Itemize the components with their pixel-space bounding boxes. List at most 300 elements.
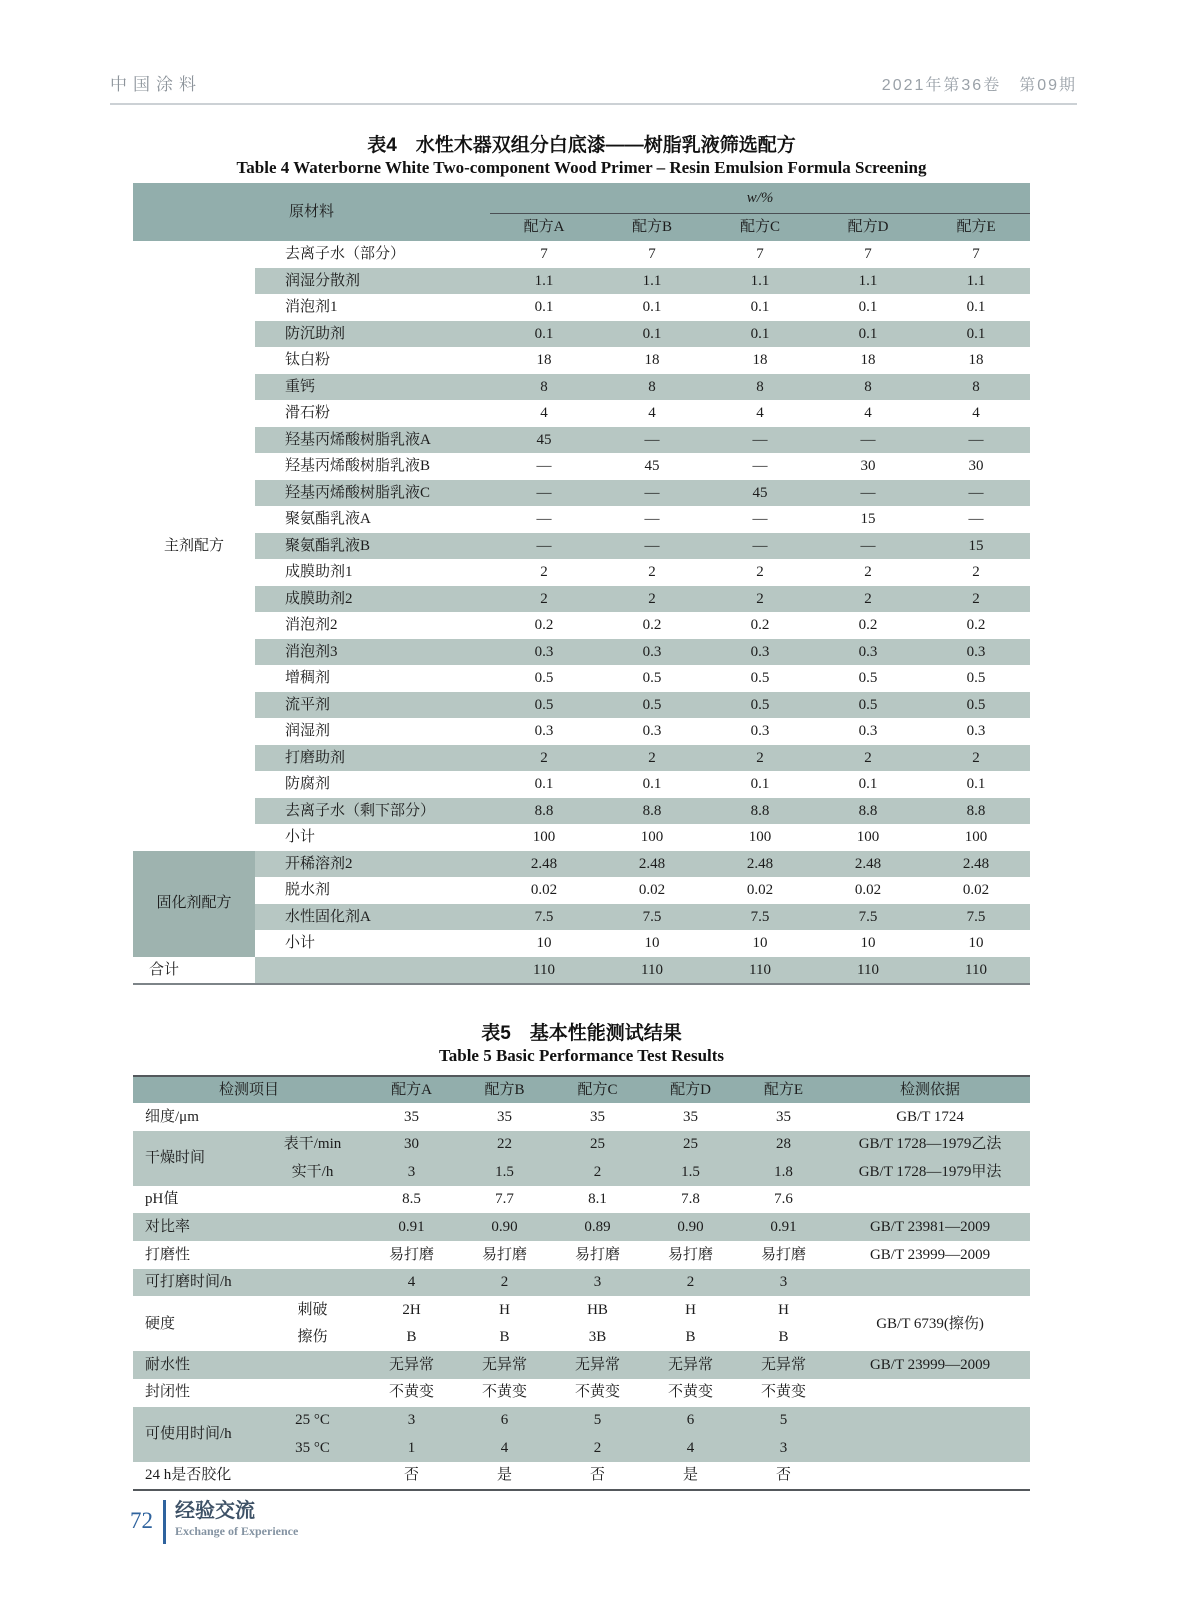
- table-cell: —: [706, 533, 814, 560]
- table5-title-zh: 表5 基本性能测试结果: [481, 1023, 682, 1044]
- table-cell: 0.3: [534, 723, 554, 739]
- table-cell: —: [752, 458, 768, 474]
- table-cell: 0.3: [750, 723, 770, 739]
- table-cell: [255, 957, 490, 985]
- table-cell: 2: [814, 745, 922, 772]
- table-cell: 增稠剂: [285, 670, 331, 686]
- table-cell: GB/T 1728—1979甲法: [830, 1158, 1030, 1186]
- table-cell: 0.5: [598, 692, 706, 719]
- table-cell: 0.89: [551, 1213, 644, 1241]
- table-row: [133, 1241, 1030, 1269]
- table-cell: —: [814, 533, 922, 560]
- table-cell: 45: [490, 427, 598, 454]
- table-cell: 2.48: [490, 851, 598, 878]
- table-cell: 3: [737, 1269, 830, 1297]
- table-cell: 2: [540, 564, 548, 580]
- table-cell: 聚氨酯乳液B: [255, 533, 490, 560]
- table-cell: 8.8: [706, 798, 814, 825]
- table-cell: 2: [458, 1269, 551, 1297]
- table-row: [133, 930, 1030, 957]
- table-cell: 15: [922, 533, 1030, 560]
- table-cell: 25 °C: [260, 1407, 365, 1435]
- table-cell: 110: [922, 957, 1030, 985]
- table-cell: 羟基丙烯酸树脂乳液A: [255, 427, 490, 454]
- table-cell: 钛白粉: [285, 352, 331, 368]
- table-cell: 成膜助剂1: [285, 564, 353, 580]
- table-cell: 2: [922, 586, 1030, 613]
- table4-title-zh-block: [133, 130, 1030, 157]
- table-cell: 0.91: [365, 1213, 458, 1241]
- table-cell: 45: [644, 458, 660, 474]
- table-cell: 检测依据: [830, 1076, 1030, 1103]
- table-cell: 消泡剂3: [255, 639, 490, 666]
- table-cell: 110: [706, 957, 814, 985]
- table-cell: 4: [365, 1269, 458, 1297]
- table-cell: H: [778, 1301, 789, 1318]
- table-cell: 0.5: [490, 692, 598, 719]
- table-cell: 配方B: [598, 214, 706, 242]
- table-cell: 检测项目: [133, 1076, 365, 1103]
- table-cell: 是: [497, 1467, 513, 1484]
- table-row: [133, 1186, 1030, 1214]
- table-cell: 7.5: [706, 904, 814, 931]
- table-cell: 配方E: [922, 214, 1030, 242]
- table-cell: 110: [598, 957, 706, 985]
- table-cell: 可使用时间/h: [133, 1407, 260, 1462]
- table-cell: 2.48: [706, 851, 814, 878]
- table-row: [133, 321, 1030, 348]
- table-row: [133, 639, 1030, 666]
- table-cell: 1.5: [458, 1158, 551, 1186]
- table-cell: H: [685, 1301, 696, 1318]
- table-cell: 3: [365, 1407, 458, 1435]
- table-cell: 0.2: [750, 617, 770, 633]
- table-cell: 2: [756, 564, 764, 580]
- table-cell: 否: [590, 1467, 606, 1484]
- table-cell: 无异常: [551, 1351, 644, 1379]
- table-cell: HB: [587, 1301, 608, 1318]
- table-cell: 0.1: [750, 776, 770, 792]
- table-cell: —: [644, 511, 660, 527]
- table-cell: 易打磨: [761, 1246, 807, 1263]
- table-row: [133, 1462, 1030, 1491]
- table-row: [133, 771, 1030, 798]
- table-cell: 100: [748, 829, 772, 845]
- table-cell: 0.1: [534, 299, 554, 315]
- table-cell: 1.1: [706, 268, 814, 295]
- table-cell: 4: [644, 1434, 737, 1462]
- table-cell: 45: [706, 480, 814, 507]
- table5-performance-table: [133, 1075, 1030, 1491]
- table-cell: 重钙: [255, 374, 490, 401]
- table-cell: 3: [365, 1158, 458, 1186]
- table-cell: 0.3: [706, 639, 814, 666]
- footer-divider-bar: [163, 1500, 166, 1544]
- table-cell: —: [922, 427, 1030, 454]
- table-cell: 10: [644, 935, 660, 951]
- table-cell: 配方D: [644, 1076, 737, 1103]
- table-cell: 15: [860, 511, 876, 527]
- table-cell: H: [499, 1301, 510, 1318]
- table-cell: 硬度: [145, 1315, 176, 1332]
- table-cell: 2: [648, 564, 656, 580]
- table-cell: 0.1: [642, 299, 662, 315]
- table-cell: 0.1: [750, 299, 770, 315]
- table-cell: 否: [404, 1467, 420, 1484]
- table4-title-zh: 表4 水性木器双组分白底漆——树脂乳液筛选配方: [367, 135, 796, 156]
- table-row: [133, 1351, 1030, 1379]
- table-cell: 25: [644, 1131, 737, 1159]
- table-cell: 无异常: [737, 1351, 830, 1379]
- table-cell: 100: [856, 829, 880, 845]
- table-cell: 可打磨时间/h: [133, 1269, 365, 1297]
- table-cell: 8.8: [490, 798, 598, 825]
- table-cell: 0.1: [642, 776, 662, 792]
- table-cell: 8.8: [814, 798, 922, 825]
- table-cell: 2: [490, 586, 598, 613]
- table-cell: 1.1: [814, 268, 922, 295]
- table-cell: 4: [972, 405, 980, 421]
- table-cell: 0.3: [598, 639, 706, 666]
- table-cell: 3: [551, 1269, 644, 1297]
- table-row: [133, 453, 1030, 480]
- table-row: [133, 745, 1030, 772]
- table-cell: 聚氨酯乳液A: [285, 511, 371, 527]
- table-row: [133, 877, 1030, 904]
- table-cell: 4: [458, 1434, 551, 1462]
- table-cell: 去离子水（剩下部分）: [255, 798, 490, 825]
- table-cell: 110: [490, 957, 598, 985]
- table-cell: 耐水性: [133, 1351, 365, 1379]
- table-cell: 配方A: [490, 214, 598, 242]
- table-cell: 7.7: [495, 1191, 514, 1208]
- table-cell: 7.5: [814, 904, 922, 931]
- table-cell: 配方C: [551, 1076, 644, 1103]
- table-row: [133, 665, 1030, 692]
- table-row: [133, 1076, 1030, 1103]
- table-cell: 2.48: [598, 851, 706, 878]
- table-cell: 35: [497, 1108, 513, 1125]
- table-row: [133, 904, 1030, 931]
- table-cell: 2.48: [922, 851, 1030, 878]
- table-cell: 8: [706, 374, 814, 401]
- table-cell: —: [752, 511, 768, 527]
- table-cell: 打磨助剂: [255, 745, 490, 772]
- table-cell: 100: [532, 829, 556, 845]
- table-cell: 无异常: [458, 1351, 551, 1379]
- table-cell: 22: [458, 1131, 551, 1159]
- table-cell: 0.5: [642, 670, 662, 686]
- table-row: [133, 851, 1030, 878]
- table-cell: [830, 1462, 1030, 1491]
- table-cell: [830, 1269, 1030, 1297]
- table-cell: 4: [540, 405, 548, 421]
- table-cell: 0.3: [490, 639, 598, 666]
- table-row: [133, 1407, 1030, 1435]
- table-cell: 7: [756, 246, 764, 262]
- table-cell: 8: [922, 374, 1030, 401]
- table-cell: 否: [776, 1467, 792, 1484]
- table-cell: 0.1: [534, 776, 554, 792]
- table-cell: —: [706, 427, 814, 454]
- table4-formula-table: [133, 183, 1030, 985]
- table-cell: 易打磨: [482, 1246, 528, 1263]
- table-cell: 8: [490, 374, 598, 401]
- table-cell: 擦伤: [297, 1329, 328, 1346]
- table-row: [133, 612, 1030, 639]
- table-cell: 25: [551, 1131, 644, 1159]
- table-cell: 实干/h: [260, 1158, 365, 1186]
- table-cell: 100: [640, 829, 664, 845]
- table-cell: B: [778, 1329, 789, 1346]
- table-cell: 7.5: [598, 904, 706, 931]
- table-cell: 易打磨: [575, 1246, 621, 1263]
- table-cell: 4: [756, 405, 764, 421]
- table-row: [133, 374, 1030, 401]
- table-cell: 7: [540, 246, 548, 262]
- table-cell: 0.1: [966, 299, 986, 315]
- table-cell: 10: [536, 935, 552, 951]
- table-cell: 0.1: [858, 299, 878, 315]
- table-row: [133, 1158, 1030, 1186]
- table-cell: 8: [814, 374, 922, 401]
- table-cell: 0.5: [750, 670, 770, 686]
- table-cell: 7: [864, 246, 872, 262]
- table-cell: 7: [972, 246, 980, 262]
- table5-title-en-block: [133, 1046, 1030, 1066]
- table-cell: pH值: [145, 1191, 179, 1208]
- table-cell: 7.8: [681, 1191, 700, 1208]
- table-cell: 8.8: [922, 798, 1030, 825]
- table-cell: 流平剂: [255, 692, 490, 719]
- table-cell: 表干/min: [260, 1131, 365, 1159]
- table-cell: —: [536, 511, 552, 527]
- table-cell: 0.02: [962, 882, 990, 898]
- table-cell: 滑石粉: [285, 405, 331, 421]
- table-cell: 18: [860, 352, 876, 368]
- table-cell: GB/T 1724: [896, 1108, 964, 1125]
- table-cell: 4: [648, 405, 656, 421]
- table-row: [133, 559, 1030, 586]
- table-cell: 配方C: [706, 214, 814, 242]
- table-cell: 0.1: [706, 321, 814, 348]
- table-row: [133, 183, 1030, 214]
- table-cell: 防沉助剂: [255, 321, 490, 348]
- table-cell: 5: [551, 1407, 644, 1435]
- journal-name: 中国涂料: [110, 75, 202, 94]
- table-row: [133, 533, 1030, 560]
- table-cell: 8.1: [588, 1191, 607, 1208]
- table-row: [133, 480, 1030, 507]
- table-cell: 1.1: [490, 268, 598, 295]
- table-cell: 30: [365, 1131, 458, 1159]
- table-cell: 2: [490, 745, 598, 772]
- table-cell: 无异常: [644, 1351, 737, 1379]
- table-row: [133, 798, 1030, 825]
- issue-info: 2021年第36卷 第09期: [881, 77, 1077, 94]
- table-cell: —: [598, 427, 706, 454]
- table-cell: 0.90: [644, 1213, 737, 1241]
- table-row: [133, 1103, 1030, 1131]
- table-row: [133, 692, 1030, 719]
- table-cell: 配方D: [814, 214, 922, 242]
- table-cell: 24 h是否胶化: [145, 1467, 232, 1484]
- table-cell: 不黄变: [761, 1384, 807, 1401]
- table-cell: 小计: [285, 829, 316, 845]
- table-cell: 35: [590, 1108, 606, 1125]
- table-row: [133, 1379, 1030, 1407]
- table-cell: 细度/μm: [145, 1108, 199, 1125]
- table-cell: B: [406, 1329, 417, 1346]
- table-row: [133, 347, 1030, 374]
- table-cell: 不黄变: [668, 1384, 714, 1401]
- table-cell: 易打磨: [668, 1246, 714, 1263]
- table5-title-en: Table 5 Basic Performance Test Results: [438, 1046, 725, 1065]
- table-cell: 0.1: [490, 321, 598, 348]
- table-cell: 0.91: [737, 1213, 830, 1241]
- footer-section-zh: 经验交流: [175, 1500, 255, 1522]
- table-row: [133, 241, 1030, 268]
- table-cell: 0.5: [922, 692, 1030, 719]
- table-cell: 110: [814, 957, 922, 985]
- table-cell: 1.8: [737, 1158, 830, 1186]
- table-cell: 1.1: [598, 268, 706, 295]
- table-cell: GB/T 23999—2009: [830, 1351, 1030, 1379]
- table-cell: 封闭性: [145, 1384, 191, 1401]
- table-row: [133, 718, 1030, 745]
- table-cell: [830, 1186, 1030, 1214]
- table-cell: 0.02: [854, 882, 882, 898]
- table-cell: 0.3: [922, 639, 1030, 666]
- table-cell: 0.3: [858, 723, 878, 739]
- table-cell: [830, 1379, 1030, 1407]
- table4-title-en: Table 4 Waterborne White Two-component Wood Primer – Resin Emulsion Formula Screening: [236, 158, 927, 177]
- table-cell: 0.3: [966, 723, 986, 739]
- table-cell: 0.1: [814, 321, 922, 348]
- table-row: [133, 1269, 1030, 1297]
- table-cell: 2: [551, 1158, 644, 1186]
- table-cell: 0.5: [706, 692, 814, 719]
- table-cell: 刺破: [297, 1301, 328, 1318]
- table-cell: 1: [365, 1434, 458, 1462]
- table-cell: 润湿剂: [285, 723, 331, 739]
- table-cell: 不黄变: [389, 1384, 435, 1401]
- table-cell: 干燥时间: [133, 1131, 260, 1186]
- table-cell: 10: [968, 935, 984, 951]
- table-cell: 0.2: [534, 617, 554, 633]
- table-cell: 18: [536, 352, 552, 368]
- table-cell: 3: [737, 1434, 830, 1462]
- table-cell: 7: [648, 246, 656, 262]
- table-row: [133, 268, 1030, 295]
- table-cell: 2.48: [814, 851, 922, 878]
- table-cell: 打磨性: [145, 1246, 191, 1263]
- table-cell: 消泡剂1: [285, 299, 338, 315]
- table-cell: —: [922, 480, 1030, 507]
- table-cell: 2: [972, 564, 980, 580]
- table-cell: 防腐剂: [285, 776, 331, 792]
- table-cell: 7.6: [774, 1191, 793, 1208]
- table-cell: —: [490, 533, 598, 560]
- table-cell: —: [598, 533, 706, 560]
- table-row: [133, 1131, 1030, 1159]
- table-cell: 0.3: [642, 723, 662, 739]
- table-cell: 润湿分散剂: [255, 268, 490, 295]
- table-cell: 0.3: [814, 639, 922, 666]
- table-cell: 配方B: [458, 1076, 551, 1103]
- page-footer: [130, 1500, 298, 1544]
- table-cell: 羟基丙烯酸树脂乳液B: [285, 458, 431, 474]
- table-cell: 消泡剂2: [285, 617, 338, 633]
- table5-title-zh-block: [133, 1018, 1030, 1045]
- table-cell: 1.5: [644, 1158, 737, 1186]
- table-cell: 0.2: [858, 617, 878, 633]
- table-cell: 0.5: [534, 670, 554, 686]
- table-cell: —: [598, 480, 706, 507]
- table-cell: GB/T 1728—1979乙法: [830, 1131, 1030, 1159]
- table-cell: 35: [404, 1108, 420, 1125]
- table-cell: —: [490, 480, 598, 507]
- table-cell: 2: [551, 1434, 644, 1462]
- table-cell: 2: [706, 586, 814, 613]
- table-cell: 7.5: [922, 904, 1030, 931]
- table-cell: 成膜助剂2: [255, 586, 490, 613]
- table-cell: 0.90: [458, 1213, 551, 1241]
- table-cell: 35 °C: [260, 1434, 365, 1462]
- table-cell: 10: [860, 935, 876, 951]
- table-cell: 0.5: [966, 670, 986, 686]
- table-cell: 易打磨: [389, 1246, 435, 1263]
- table-row: [133, 957, 1030, 985]
- table-row: [133, 506, 1030, 533]
- table-cell: 2: [706, 745, 814, 772]
- table-cell: 28: [737, 1131, 830, 1159]
- table-row: [133, 427, 1030, 454]
- table-cell: 2: [598, 745, 706, 772]
- page-number: 72: [130, 1508, 153, 1533]
- table-row: [133, 1213, 1030, 1241]
- table-cell: 18: [752, 352, 768, 368]
- table-cell: 2: [864, 564, 872, 580]
- table-cell: GB/T 23981—2009: [830, 1213, 1030, 1241]
- table-cell: 8.5: [402, 1191, 421, 1208]
- table-cell: GB/T 23999—2009: [869, 1246, 991, 1263]
- table-cell: 0.2: [966, 617, 986, 633]
- table-cell: 5: [737, 1407, 830, 1435]
- table-cell: 7.5: [490, 904, 598, 931]
- table-cell: 0.1: [858, 776, 878, 792]
- table-cell: w/%: [490, 183, 1030, 214]
- table-cell: 18: [644, 352, 660, 368]
- table-cell: 8: [598, 374, 706, 401]
- table-cell: 2H: [402, 1301, 421, 1318]
- table-cell: 配方E: [737, 1076, 830, 1103]
- table-row: [133, 586, 1030, 613]
- table-cell: 脱水剂: [285, 882, 331, 898]
- table-cell: 35: [776, 1108, 792, 1125]
- table-row: [133, 400, 1030, 427]
- table-cell: 0.02: [530, 882, 558, 898]
- table-cell: —: [814, 480, 922, 507]
- table-cell: 0.1: [966, 776, 986, 792]
- table-cell: [830, 1407, 1030, 1462]
- table-cell: 固化剂配方: [133, 851, 255, 957]
- table-cell: 开稀溶剂2: [255, 851, 490, 878]
- table-cell: 配方A: [365, 1076, 458, 1103]
- table-cell: 0.2: [642, 617, 662, 633]
- table-cell: 小计: [285, 935, 316, 951]
- table-cell: 6: [644, 1407, 737, 1435]
